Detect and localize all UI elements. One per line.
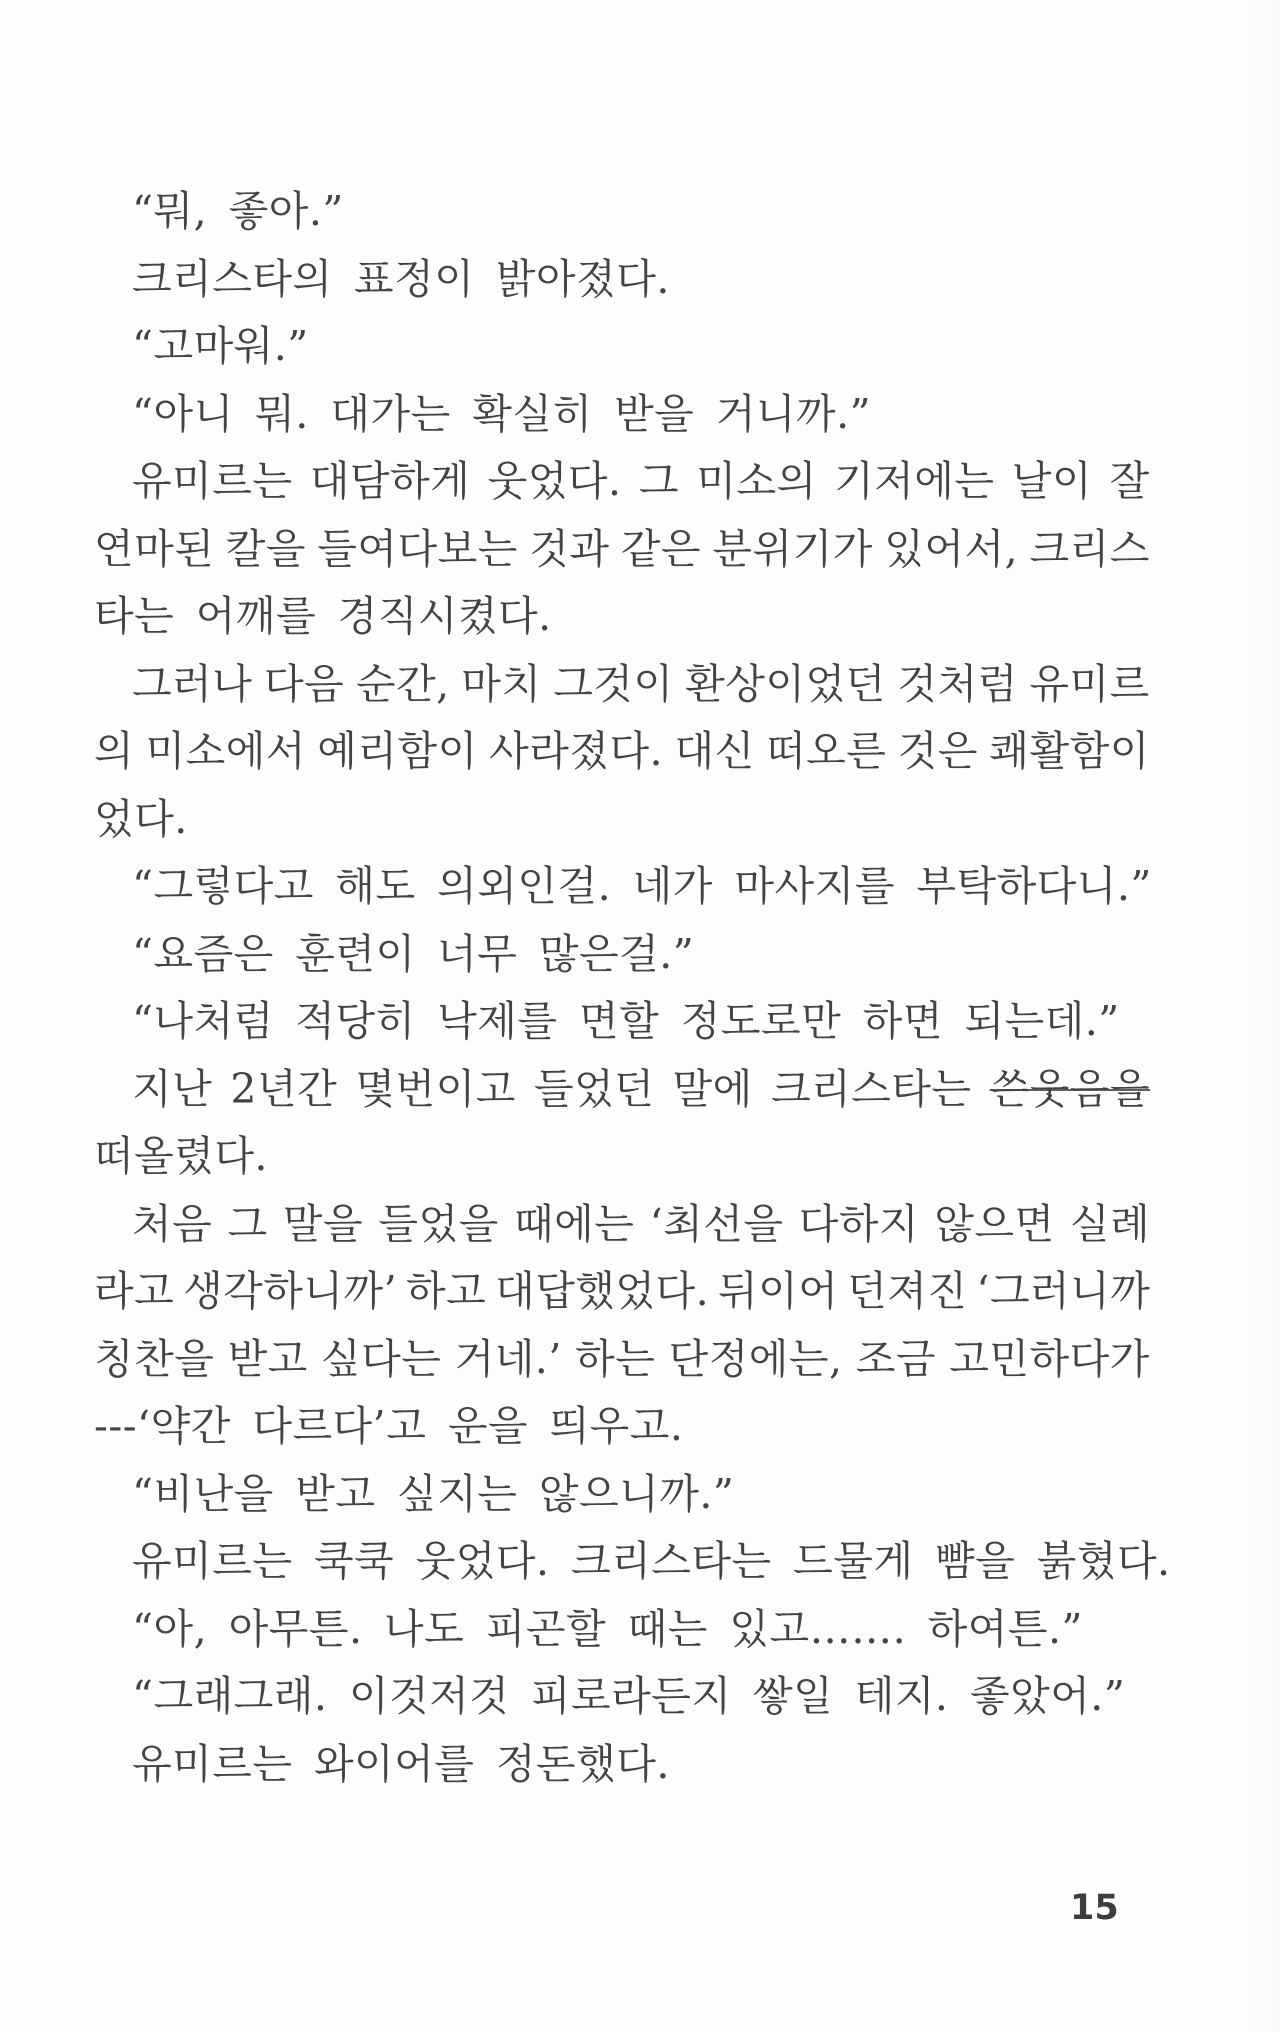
- text-line: 그러나 다음 순간, 마치 그것이 환상이었던 것처럼 유미르: [132, 659, 1150, 708]
- text-line: 떠올렸다.: [94, 1132, 268, 1180]
- text-line: “고마워.”: [132, 322, 309, 370]
- text-line: 었다.: [94, 794, 188, 843]
- text-line: 의 미소에서 예리함이 사라졌다. 대신 떠오른 것은 쾌활함이: [94, 727, 1150, 775]
- text-line: 칭찬을 받고 싶다는 거네.’ 하는 단정에는, 조금 고민하다가: [94, 1334, 1150, 1383]
- text-line: “뭐, 좋아.”: [132, 187, 344, 235]
- text-line: 연마된 칼을 들여다보는 것과 같은 분위기가 있어서, 크리스: [94, 524, 1150, 573]
- text-line: 처음 그 말을 들었을 때에는 ‘최선을 다하지 않으면 실례: [132, 1199, 1151, 1248]
- text-line: 유미르는 와이어를 정돈했다.: [132, 1739, 670, 1788]
- text-line: 타는 어깨를 경직시켰다.: [94, 592, 552, 640]
- struck-text: 쓴웃음을: [989, 1064, 1151, 1113]
- page-number: 15: [1070, 1888, 1119, 1928]
- text-line: ---‘약간 다르다’고 운을 띄우고.: [94, 1402, 684, 1450]
- text-line: “아, 아무튼. 나도 피곤할 때는 있고……. 하여튼.”: [132, 1604, 1083, 1653]
- text-line: “그래그래. 이것저것 피로라든지 쌓일 테지. 좋았어.”: [132, 1672, 1126, 1720]
- text-line: “나처럼 적당히 낙제를 면할 정도로만 하면 되는데.”: [132, 997, 1120, 1045]
- text-line: 유미르는 대담하게 웃었다. 그 미소의 기저에는 날이 잘: [132, 457, 1150, 505]
- text-line: 라고 생각하니까’ 하고 대답했었다. 뒤이어 던져진 ‘그러니까: [94, 1267, 1151, 1315]
- body-text: [94, 178, 1171, 1798]
- text-line: 유미르는 쿡쿡 웃었다. 크리스타는 드물게 뺨을 붉혔다.: [132, 1537, 1171, 1585]
- text-line: “비난을 받고 싶지는 않으니까.”: [132, 1469, 735, 1518]
- text-line: “요즘은 훈련이 너무 많은걸.”: [132, 929, 695, 978]
- text-line: “그렇다고 해도 의외인걸. 네가 마사지를 부탁하다니.”: [132, 862, 1152, 910]
- text-line: “아니 뭐. 대가는 확실히 받을 거니까.”: [132, 389, 872, 438]
- text-line: 크리스타의 표정이 밝아졌다.: [132, 254, 670, 303]
- text-line: 지난 2년간 몇번이고 들었던 말에 크리스타는 쓴웃음을: [132, 1064, 1151, 1113]
